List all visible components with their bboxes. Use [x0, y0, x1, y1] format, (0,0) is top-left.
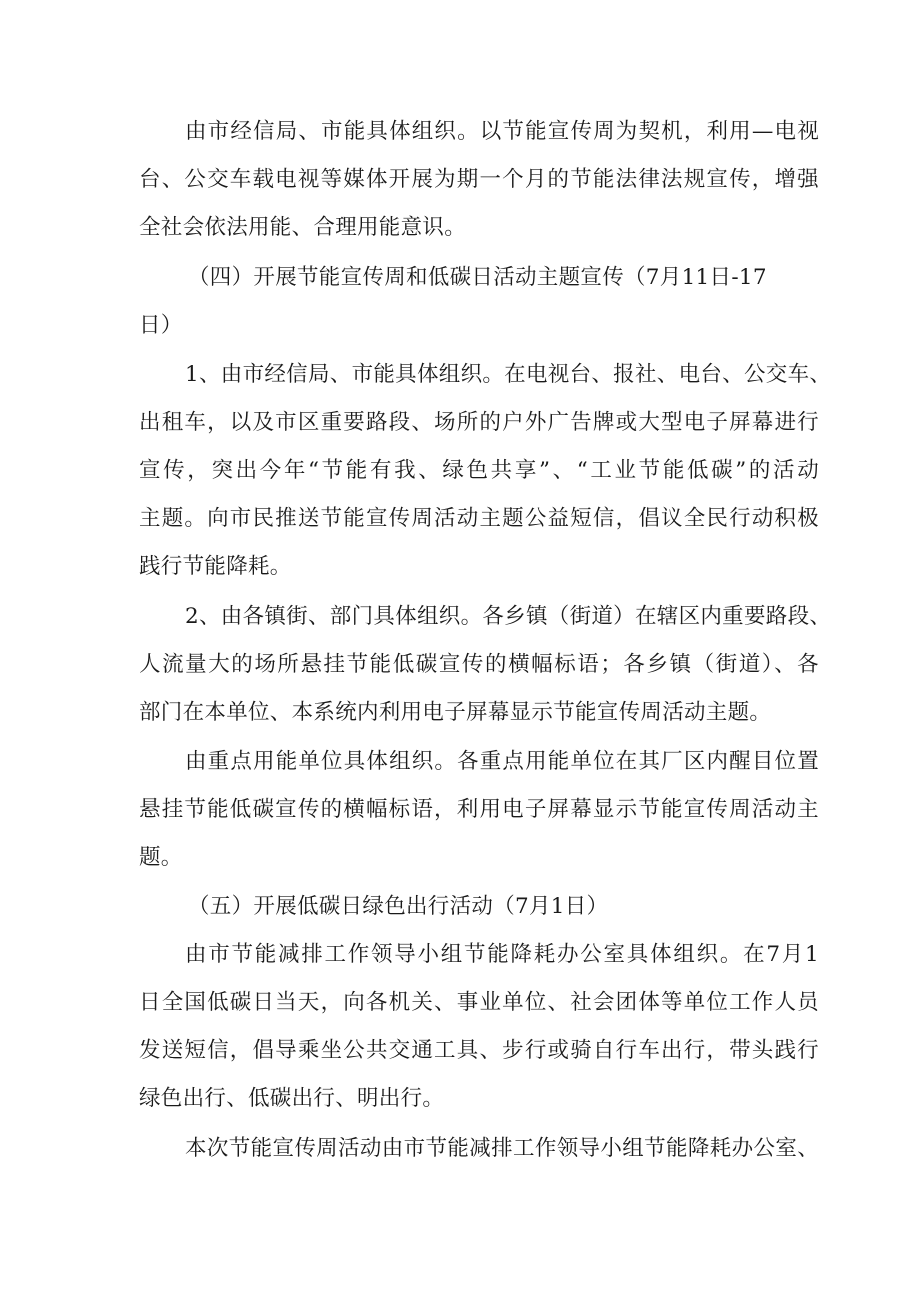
text-line-10: 践行节能降耗。	[139, 554, 292, 579]
text-line-14: 由重点用能单位具体组织。各重点用能单位在其厂区内醒目位置	[185, 749, 819, 774]
section-heading-4-cont: 日）	[139, 313, 183, 338]
section-heading-4: （四）开展节能宣传周和低碳日活动主题宣传（7月11日-17	[188, 265, 767, 290]
text-line-13: 部门在本单位、本系统内利用电子屏幕显示节能宣传周活动主题。	[139, 700, 772, 725]
text-line-19: 日全国低碳日当天，向各机关、事业单位、社会团体等单位工作人员	[139, 990, 819, 1015]
text-line-11: 2、由各镇街、部门具体组织。各乡镇（街道）在辖区内重要路段、	[185, 604, 832, 629]
text-line-9: 主题。向市民推送节能宣传周活动主题公益短信，倡议全民行动积极	[139, 506, 819, 531]
text-line-21: 绿色出行、低碳出行、明出行。	[139, 1086, 445, 1111]
text-line-8: 宣传，突出今年“节能有我、绿色共享”、“工业节能低碳”的活动	[139, 458, 819, 483]
text-line-16: 题。	[139, 845, 183, 870]
text-line-18: 由市节能减排工作领导小组节能降耗办公室具体组织。在7月1	[185, 942, 819, 967]
text-line-12: 人流量大的场所悬挂节能低碳宣传的横幅标语；各乡镇（街道）、各	[139, 652, 819, 677]
text-line-7: 出租车，以及市区重要路段、场所的户外广告牌或大型电子屏幕进行	[139, 410, 819, 435]
section-heading-5: （五）开展低碳日绿色出行活动（7月1日）	[188, 894, 609, 919]
text-line-20: 发送短信，倡导乘坐公共交通工具、步行或骑自行车出行，带头践行	[139, 1038, 819, 1063]
text-line-3: 全社会依法用能、合理用能意识。	[139, 215, 467, 240]
text-line-2: 台、公交车载电视等媒体开展为期一个月的节能法律法规宣传，增强	[139, 167, 819, 192]
text-line-1: 由市经信局、市能具体组织。以节能宣传周为契机，利用—电视	[185, 119, 819, 144]
text-line-6: 1、由市经信局、市能具体组织。在电视台、报社、电台、公交车、	[185, 362, 832, 387]
text-line-22: 本次节能宣传周活动由市节能减排工作领导小组节能降耗办公室、	[185, 1136, 819, 1161]
text-line-15: 悬挂节能低碳宣传的横幅标语，利用电子屏幕显示节能宣传周活动主	[139, 797, 819, 822]
